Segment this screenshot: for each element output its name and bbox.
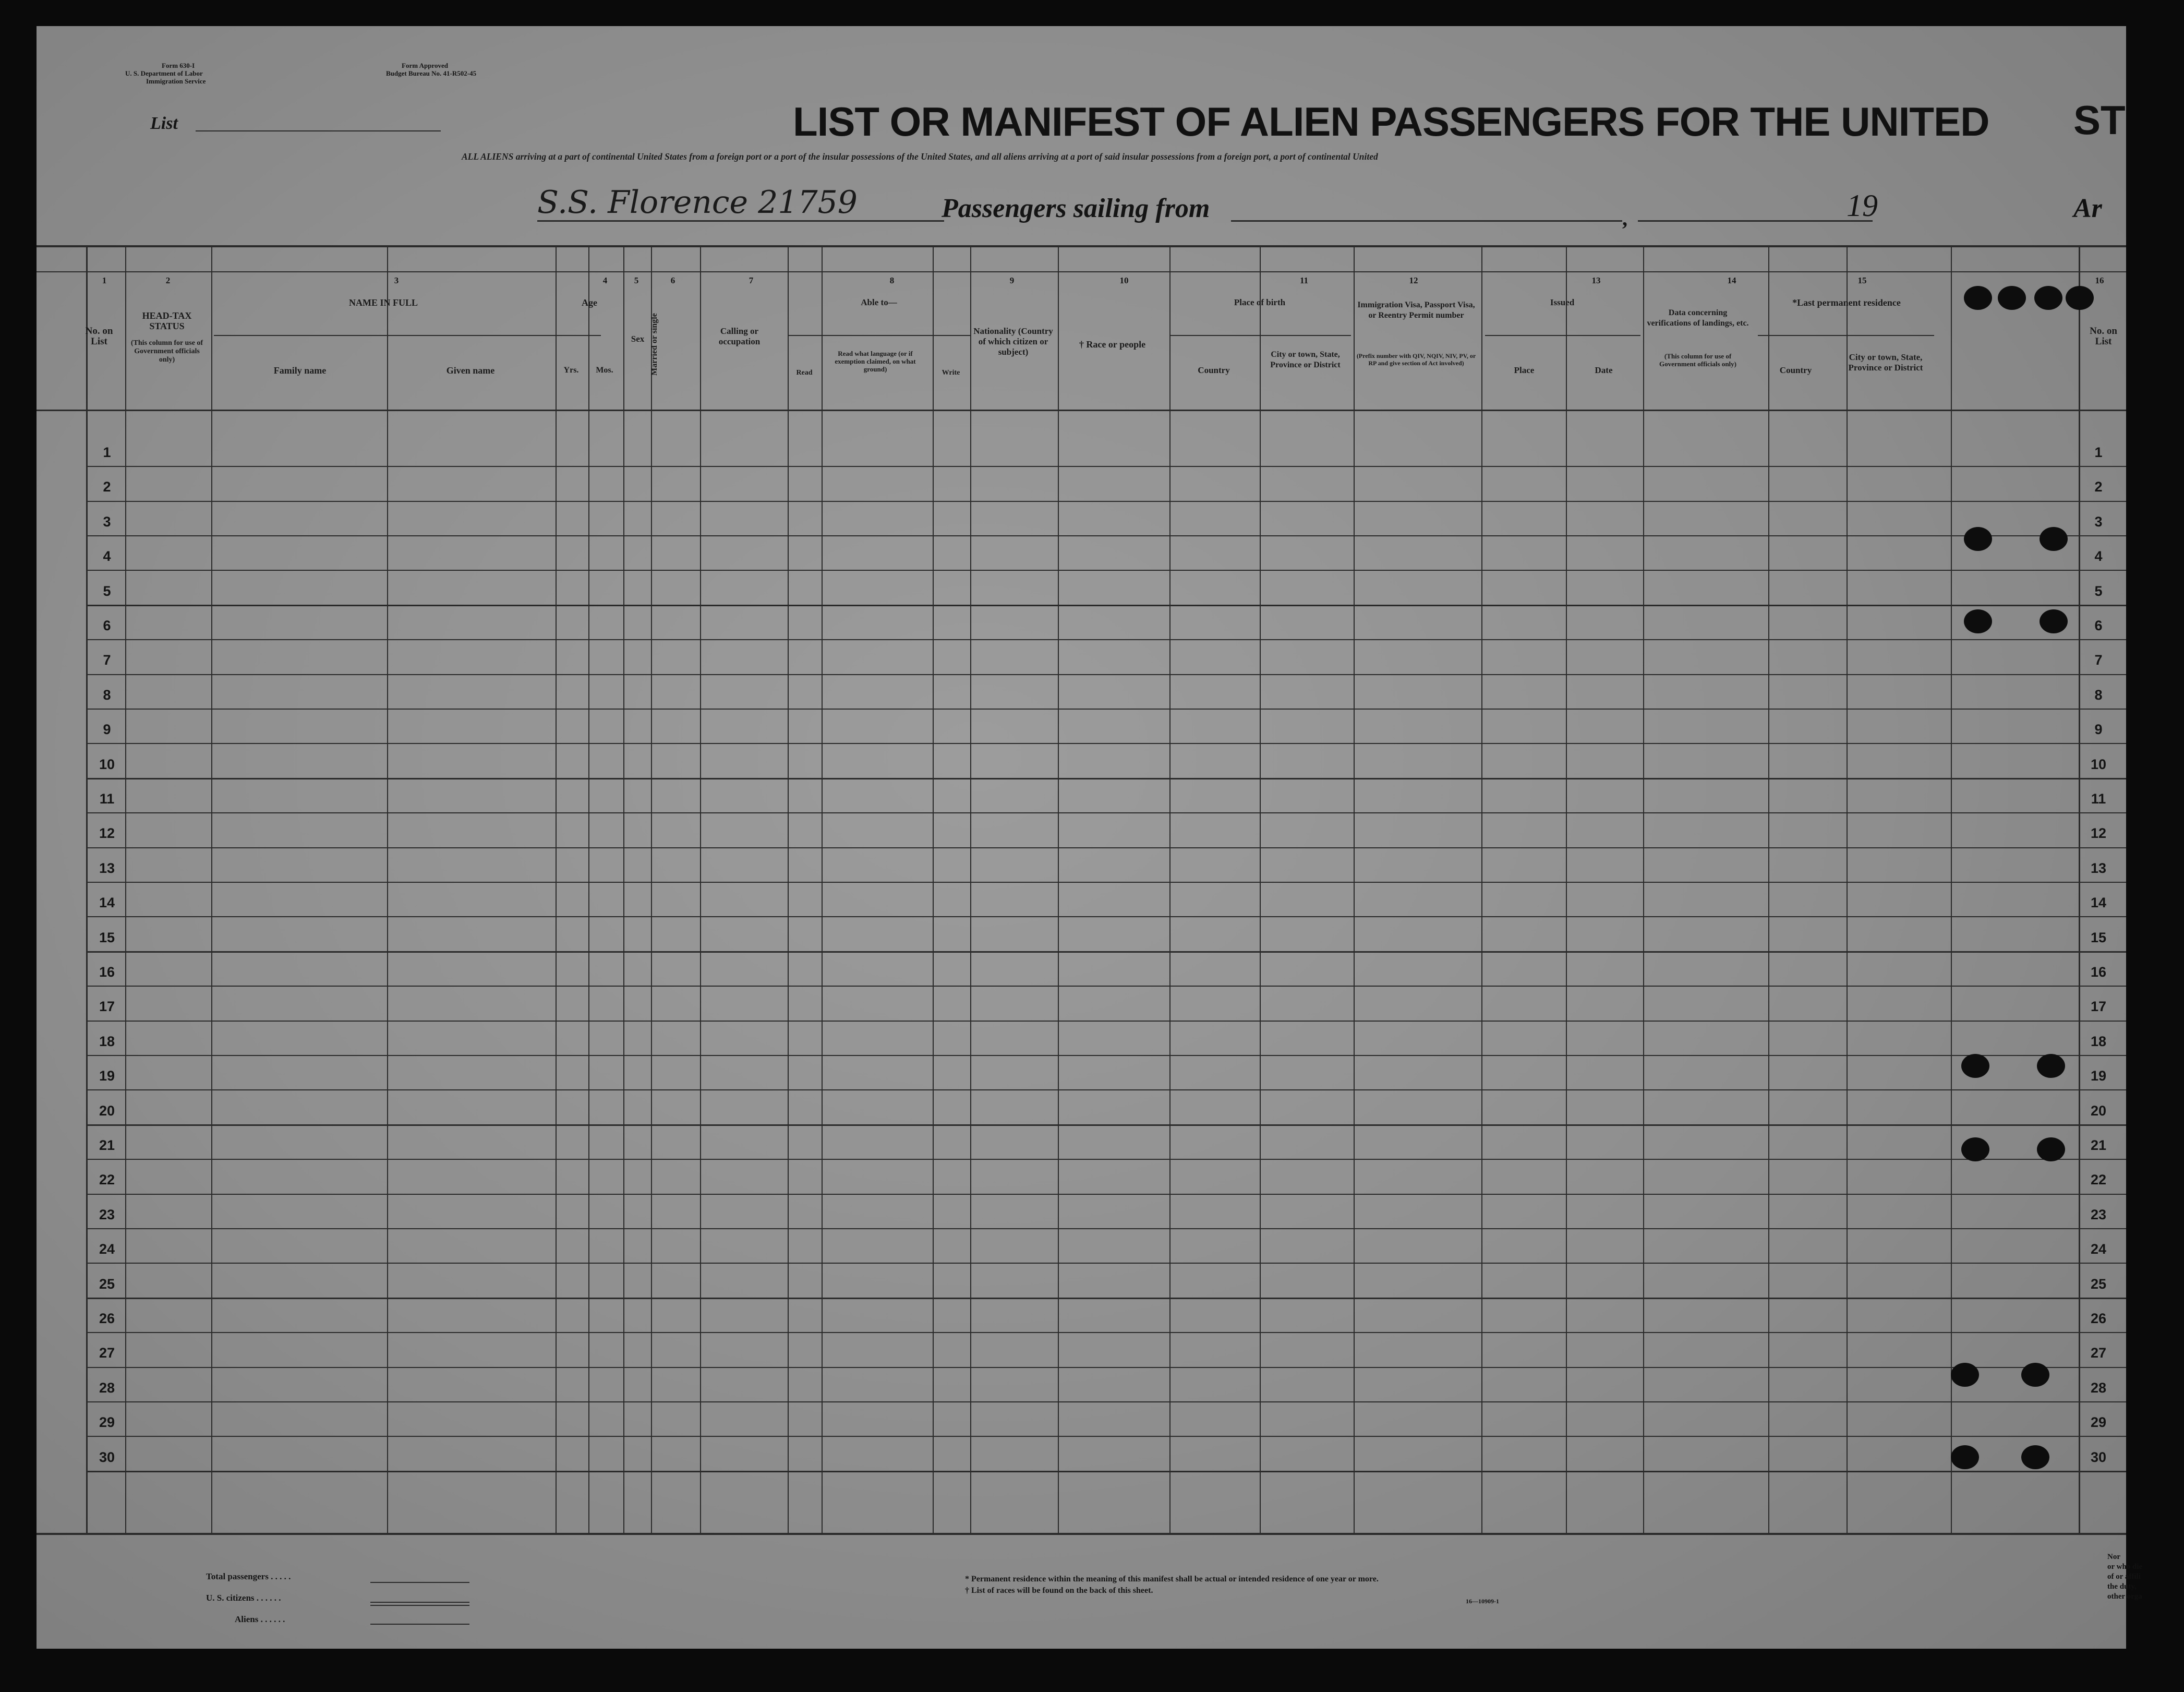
sailing-label: Passengers sailing from xyxy=(942,194,1210,223)
binder-hole xyxy=(2037,1054,2065,1078)
row-number: 17 xyxy=(99,999,115,1015)
row-number: 24 xyxy=(2090,1241,2107,1257)
header-race: † Race or people xyxy=(1079,339,1146,350)
row-number: 16 xyxy=(99,964,115,980)
row-number: 28 xyxy=(99,1379,115,1396)
header-res-city: City or town, State, Province or District xyxy=(1848,352,1923,373)
header-place-of-birth: Place of birth xyxy=(1234,297,1286,307)
row-line xyxy=(86,639,2126,640)
footer-total-passengers: Total passengers . . . . . xyxy=(206,1571,291,1581)
row-line xyxy=(86,674,2126,675)
row-number: 30 xyxy=(2090,1449,2107,1465)
row-number: 27 xyxy=(2090,1345,2107,1361)
row-number: 3 xyxy=(103,513,111,530)
row-number: 2 xyxy=(2094,479,2103,495)
manifest-sheet xyxy=(37,26,2126,1649)
subtitle: ALL ALIENS arriving at a part of continental United States from a foreign port or a port of the insular possessions of the United States, and all aliens arriving at a port of said insular possessions from a foreign port, a port of continental United xyxy=(462,151,1378,162)
column-number: 12 xyxy=(1409,275,1418,285)
agency-line-1: Form 630-I xyxy=(162,62,195,69)
binder-hole xyxy=(1961,1054,1989,1078)
sailing-from-line xyxy=(1231,220,1622,222)
row-number: 21 xyxy=(99,1137,115,1153)
header-no-on-list: No. on List xyxy=(85,326,113,347)
row-line xyxy=(86,1021,2126,1022)
row-number: 20 xyxy=(99,1102,115,1119)
row-line xyxy=(86,1055,2126,1056)
row-line xyxy=(86,709,2126,710)
ship-name-handwritten: S.S. Florence 21759 xyxy=(537,184,858,221)
header-age: Age xyxy=(582,297,597,308)
row-number: 11 xyxy=(2091,791,2106,807)
row-number: 22 xyxy=(99,1172,115,1188)
row-line xyxy=(86,916,2126,917)
column-number: 6 xyxy=(670,275,675,285)
footer-note-races: † List of races will be found on the back of this sheet. xyxy=(965,1586,1153,1595)
header-name-in-full: NAME IN FULL xyxy=(348,297,418,308)
header-write: Write xyxy=(942,369,960,377)
row-line xyxy=(86,1436,2126,1437)
header-no-on-list-right: No. on List xyxy=(2090,326,2117,347)
row-number: 28 xyxy=(2090,1379,2107,1396)
column-line xyxy=(1643,245,1644,1533)
footer-aliens: Aliens . . . . . . xyxy=(235,1614,285,1624)
comma: , xyxy=(1622,207,1627,230)
row-line xyxy=(86,570,2126,571)
column-line xyxy=(387,245,388,1533)
row-number: 5 xyxy=(103,583,111,599)
row-line xyxy=(86,1401,2126,1402)
footer-print-code: 16—10909-1 xyxy=(1466,1598,1499,1605)
table-bottom-border xyxy=(37,1533,2126,1535)
header-head-tax-note: (This column for use of Government officials only) xyxy=(130,339,203,364)
header-visa-note: (Prefix number with QIV, NQIV, NIV, PV, or RP and give section of Act involved) xyxy=(1356,352,1476,367)
header-able-to: Able to— xyxy=(861,297,897,307)
header-landings: Data concerning verifications of landings, etc. xyxy=(1647,308,1749,328)
row-number: 15 xyxy=(99,929,115,945)
column-number: 3 xyxy=(394,275,399,285)
budget-line-2: Budget Bureau No. 41-R502-45 xyxy=(386,69,477,77)
column-line xyxy=(933,245,934,1533)
row-number: 27 xyxy=(99,1345,115,1361)
row-line xyxy=(86,1471,2126,1472)
column-line xyxy=(556,245,557,1533)
row-number: 12 xyxy=(2090,825,2107,842)
footer-note-residence: * Permanent residence within the meaning of this manifest shall be actual or intended residence of one year or more. xyxy=(965,1575,1379,1583)
binder-hole xyxy=(2040,609,2068,633)
page-title: LIST OR MANIFEST OF ALIEN PASSENGERS FOR THE UNITED xyxy=(793,99,1989,145)
binder-hole xyxy=(1998,286,2026,310)
row-number: 20 xyxy=(2090,1102,2107,1119)
row-number: 4 xyxy=(2094,548,2103,565)
header-given-name: Given name xyxy=(446,365,495,376)
row-number: 9 xyxy=(103,722,111,738)
column-line xyxy=(788,245,789,1533)
binder-hole xyxy=(2066,286,2094,310)
header-calling: Calling or occupation xyxy=(718,326,761,346)
row-line xyxy=(86,1124,2126,1126)
row-line xyxy=(86,882,2126,883)
row-number: 1 xyxy=(103,445,111,460)
agency-line-2: U. S. Department of Labor xyxy=(125,69,203,77)
header-yrs: Yrs. xyxy=(563,366,579,375)
column-number: 10 xyxy=(1119,275,1129,285)
arriving-fragment: Ar xyxy=(2073,194,2102,223)
header-issued-place: Place xyxy=(1514,365,1535,375)
row-line xyxy=(86,1159,2126,1160)
row-line xyxy=(86,1228,2126,1229)
column-number: 13 xyxy=(1591,275,1601,285)
binder-hole xyxy=(1964,286,1992,310)
row-line xyxy=(86,1298,2126,1299)
header-married: Married or single xyxy=(650,313,659,376)
binder-hole xyxy=(1964,527,1992,551)
column-line xyxy=(211,245,212,1533)
row-number: 29 xyxy=(2090,1414,2107,1431)
row-line xyxy=(86,1194,2126,1195)
row-number: 6 xyxy=(103,618,111,633)
binder-hole xyxy=(1951,1445,1979,1469)
row-number: 10 xyxy=(99,756,115,772)
row-number: 10 xyxy=(2090,756,2107,772)
header-read-language: Read what language (or if exemption claimed, on what ground) xyxy=(835,350,916,373)
row-number: 2 xyxy=(103,479,111,495)
column-number: 1 xyxy=(102,275,107,285)
budget-block xyxy=(386,62,476,77)
header-birth-country: Country xyxy=(1198,365,1230,375)
column-number: 7 xyxy=(749,275,754,285)
header-visa: Immigration Visa, Passport Visa, or Reentry Permit number xyxy=(1357,301,1475,320)
column-number: 15 xyxy=(1857,275,1867,285)
header-head-tax: HEAD-TAX STATUS xyxy=(142,310,192,331)
row-line xyxy=(86,778,2126,779)
list-line xyxy=(196,130,441,131)
row-number: 5 xyxy=(2094,583,2103,599)
row-number: 19 xyxy=(99,1068,115,1084)
column-number: 14 xyxy=(1727,275,1736,285)
row-number: 25 xyxy=(2090,1276,2107,1292)
date-line xyxy=(1638,220,1873,222)
binder-hole xyxy=(2034,286,2062,310)
row-number: 17 xyxy=(2090,999,2107,1015)
row-line xyxy=(86,1089,2126,1090)
colnum-line xyxy=(37,271,2126,272)
column-line xyxy=(651,245,652,1533)
row-number: 9 xyxy=(2094,722,2103,738)
binder-hole xyxy=(1951,1363,1979,1387)
column-line xyxy=(970,245,971,1533)
row-number: 12 xyxy=(99,825,115,842)
row-line xyxy=(86,1263,2126,1264)
row-number: 24 xyxy=(99,1241,115,1257)
row-number: 22 xyxy=(2090,1172,2107,1188)
column-line xyxy=(125,245,126,1533)
table-top-border xyxy=(37,245,2126,247)
row-line xyxy=(86,466,2126,467)
row-number: 14 xyxy=(2090,895,2107,911)
agency-block xyxy=(125,62,206,85)
budget-line-1: Form Approved xyxy=(402,62,448,69)
row-number: 8 xyxy=(103,687,111,703)
column-line xyxy=(822,245,823,1533)
row-number: 18 xyxy=(99,1033,115,1049)
row-number: 23 xyxy=(2090,1206,2107,1222)
column-line xyxy=(700,245,701,1533)
row-number: 25 xyxy=(99,1276,115,1292)
header-family-name: Family name xyxy=(273,365,327,376)
row-number: 1 xyxy=(2094,445,2103,460)
row-number: 7 xyxy=(103,652,111,668)
header-nationality: Nationality (Country of which citizen or subject) xyxy=(973,326,1053,357)
row-line xyxy=(86,605,2126,606)
column-number: 8 xyxy=(889,275,895,285)
row-number: 26 xyxy=(99,1311,115,1326)
footer-us-citizens: U. S. citizens . . . . . . xyxy=(206,1593,281,1603)
binder-hole xyxy=(1961,1137,1989,1161)
column-line xyxy=(623,245,624,1533)
header-birth-city: City or town, State, Province or District xyxy=(1270,350,1341,369)
column-line xyxy=(1169,245,1171,1533)
row-line xyxy=(86,1332,2126,1333)
header-res-country: Country xyxy=(1779,365,1812,375)
column-line xyxy=(1354,245,1355,1533)
header-read: Read xyxy=(796,369,813,377)
column-line xyxy=(1768,245,1769,1533)
row-number: 13 xyxy=(99,860,115,876)
row-number: 19 xyxy=(2090,1068,2107,1084)
column-number: 4 xyxy=(602,275,608,285)
column-line xyxy=(588,245,589,1533)
row-line xyxy=(86,1367,2126,1368)
header-mos: Mos. xyxy=(596,366,613,375)
column-number: 9 xyxy=(1009,275,1015,285)
ship-line xyxy=(537,220,944,222)
header-issued-date: Date xyxy=(1595,365,1613,375)
column-number: 2 xyxy=(165,275,171,285)
row-line xyxy=(86,986,2126,987)
row-number: 13 xyxy=(2090,860,2107,876)
row-number: 16 xyxy=(2090,964,2107,980)
row-number: 15 xyxy=(2090,929,2107,945)
row-number: 7 xyxy=(2094,652,2103,668)
row-number: 23 xyxy=(99,1206,115,1222)
binder-hole xyxy=(2021,1363,2049,1387)
row-number: 29 xyxy=(99,1414,115,1431)
row-line xyxy=(86,535,2126,536)
row-number: 18 xyxy=(2090,1033,2107,1049)
row-number: 11 xyxy=(99,791,115,807)
column-line xyxy=(1847,245,1848,1533)
column-line xyxy=(2079,245,2080,1533)
header-last-residence: *Last permanent residence xyxy=(1792,297,1901,308)
column-line xyxy=(1481,245,1482,1533)
column-number: 16 xyxy=(2095,275,2104,285)
column-number: 5 xyxy=(634,275,639,285)
row-number: 26 xyxy=(2090,1311,2107,1326)
list-label: List xyxy=(150,114,178,133)
row-line xyxy=(86,951,2126,953)
column-line xyxy=(86,245,88,1533)
row-number: 4 xyxy=(103,548,111,565)
row-number: 14 xyxy=(99,895,115,911)
column-line xyxy=(1260,245,1261,1533)
row-line xyxy=(86,501,2126,502)
row-number: 3 xyxy=(2094,513,2103,530)
year-prefix: 19 xyxy=(1847,188,1878,223)
row-line xyxy=(86,847,2126,848)
binder-hole xyxy=(2040,527,2068,551)
column-line xyxy=(1058,245,1059,1533)
right-note-fragment: Nor or who die of or affili the duty, other orga xyxy=(2107,1553,2143,1601)
header-bottom-border xyxy=(37,410,2126,411)
row-number: 21 xyxy=(2090,1137,2107,1153)
row-number: 30 xyxy=(99,1449,115,1465)
binder-hole xyxy=(1964,609,1992,633)
row-line xyxy=(86,743,2126,744)
column-line xyxy=(1951,245,1952,1533)
header-sex: Sex xyxy=(631,334,645,344)
binder-hole xyxy=(2037,1137,2065,1161)
column-number: 11 xyxy=(1299,275,1309,285)
column-line xyxy=(1566,245,1567,1533)
binder-hole xyxy=(2021,1445,2049,1469)
header-issued: Issued xyxy=(1550,297,1575,307)
row-number: 8 xyxy=(2094,687,2103,703)
row-line xyxy=(86,812,2126,813)
header-landings-note: (This column for use of Government officials only) xyxy=(1659,352,1737,368)
title-right-fragment: ST xyxy=(2073,97,2126,143)
agency-line-3: Immigration Service xyxy=(146,77,206,85)
row-number: 6 xyxy=(2094,618,2103,633)
